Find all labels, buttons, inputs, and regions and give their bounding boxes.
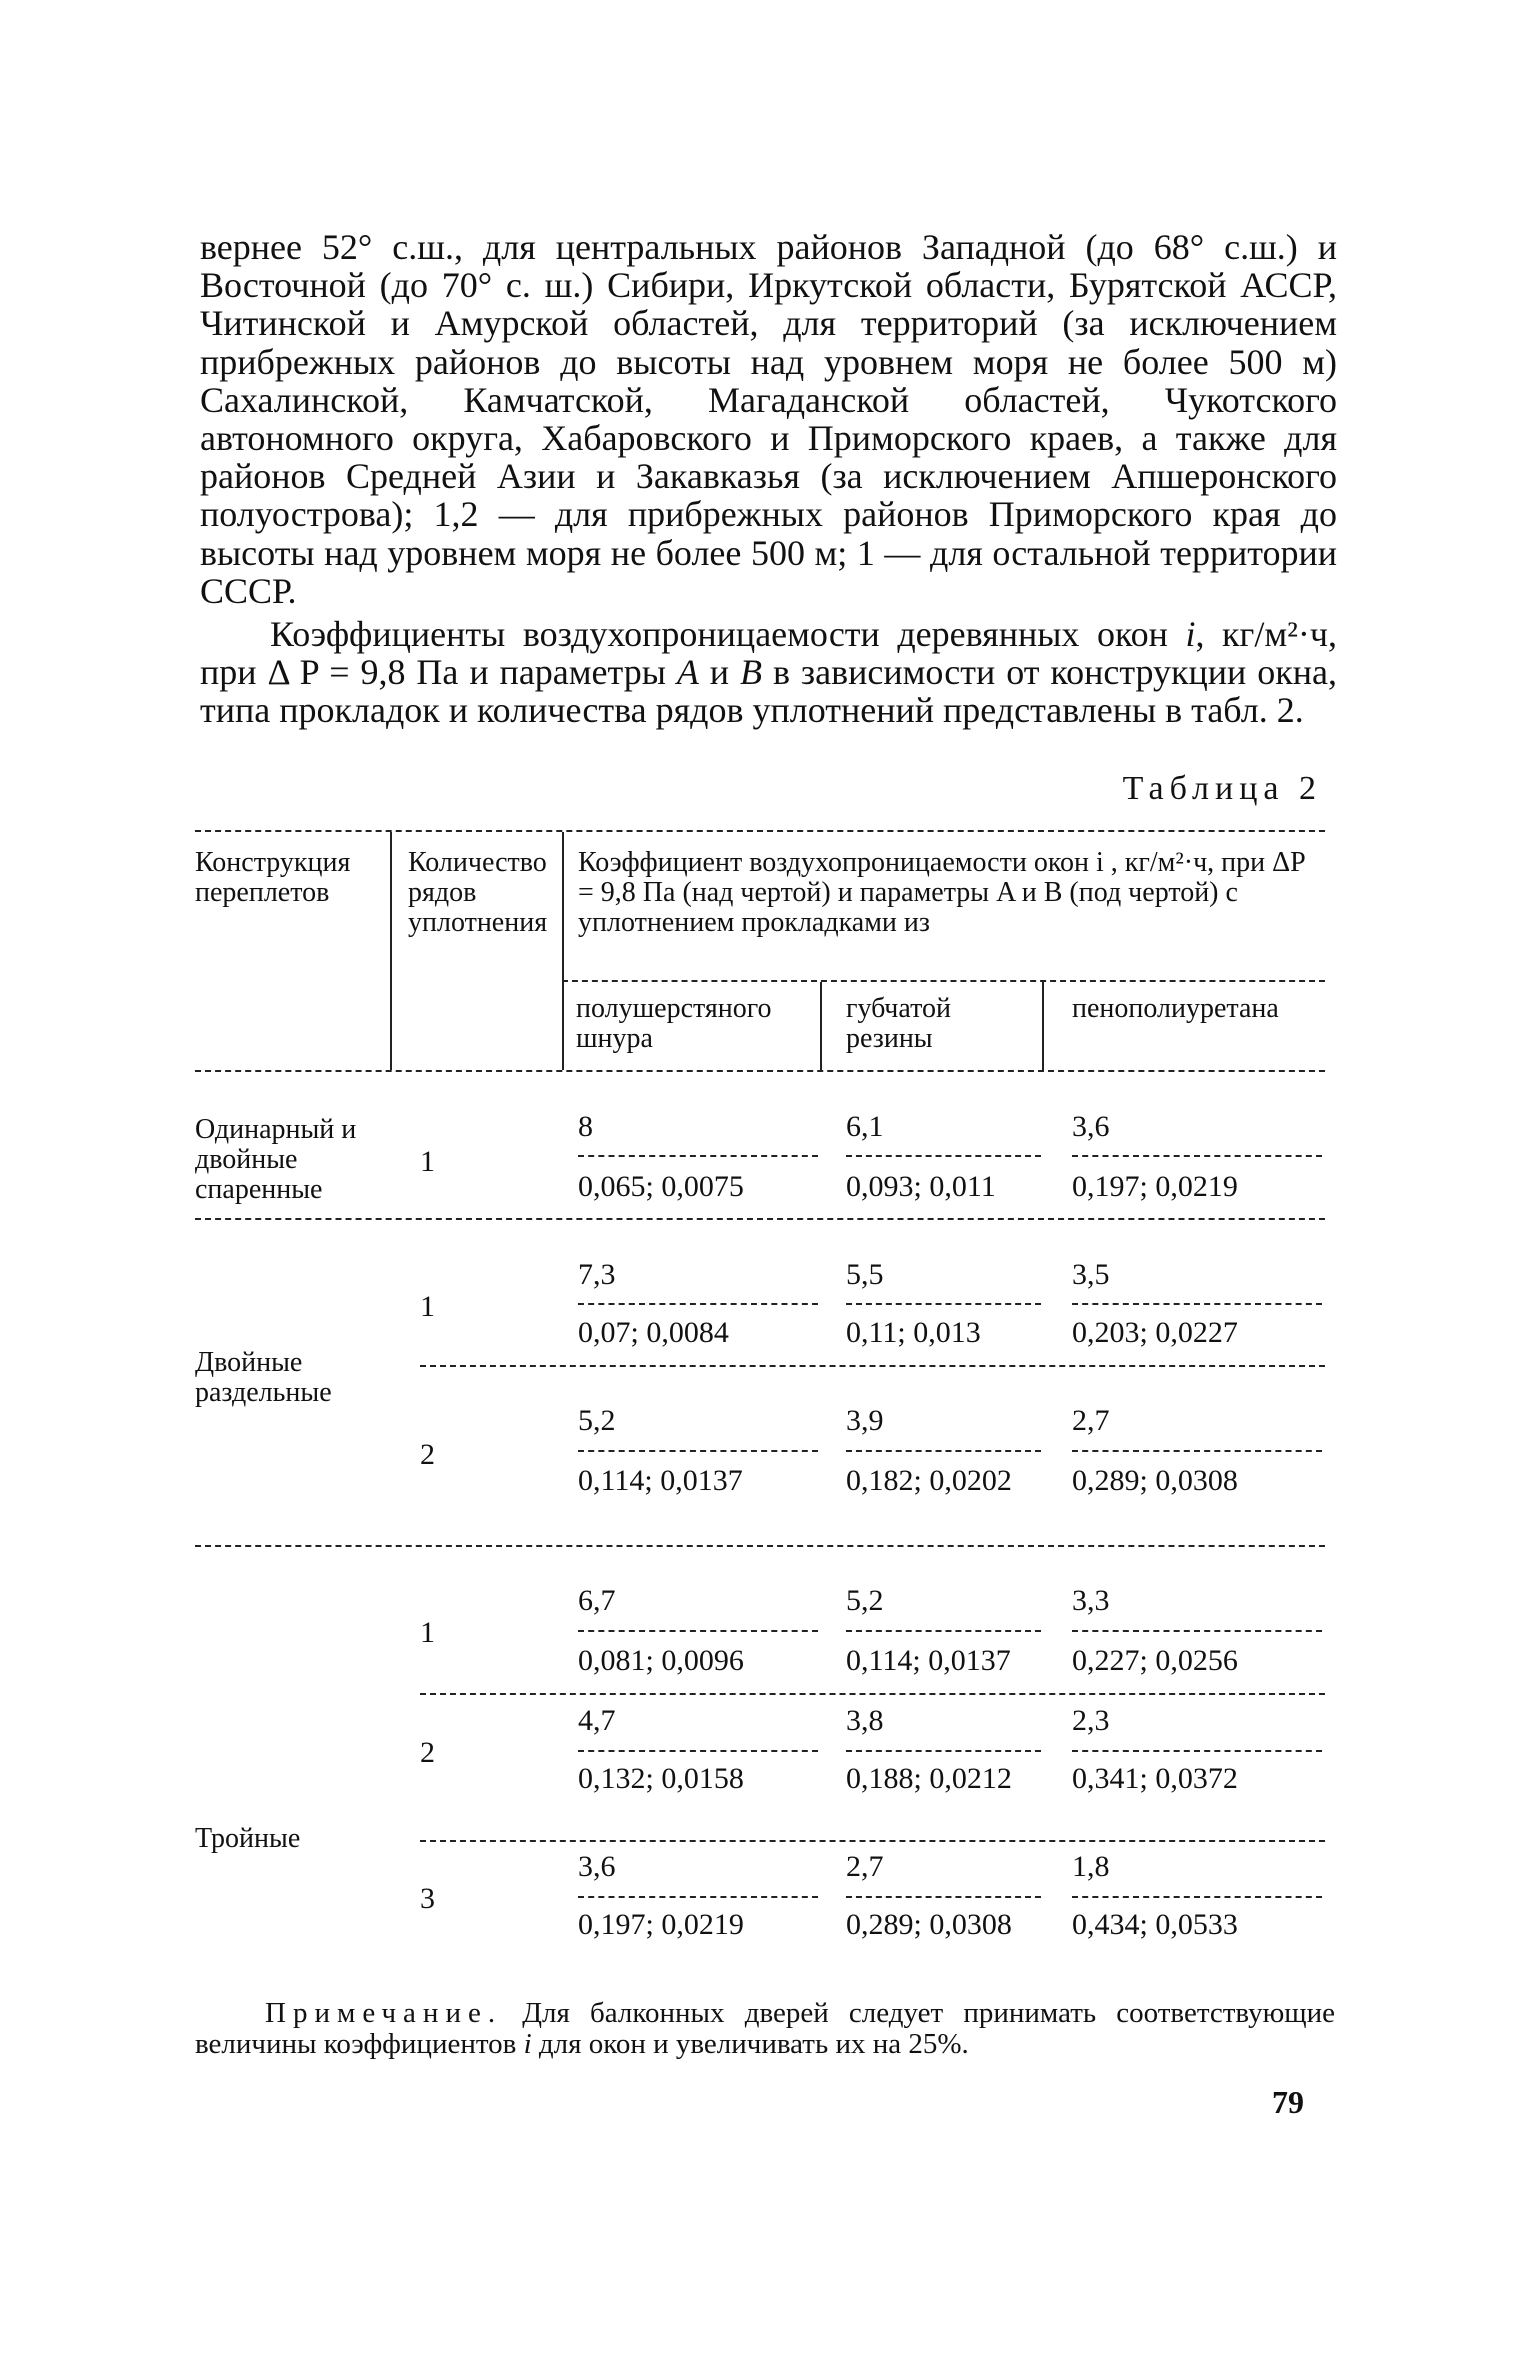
fraction-line bbox=[846, 1630, 1041, 1632]
coef-semiwool: 5,2 bbox=[578, 1404, 616, 1437]
page-number: 79 bbox=[1272, 2084, 1304, 2120]
fraction-line bbox=[846, 1450, 1041, 1452]
params-semiwool: 0,114; 0,0137 bbox=[578, 1464, 743, 1497]
note-text-b: для окон и увеличивать их на 25%. bbox=[531, 2028, 969, 2060]
fraction-line bbox=[578, 1630, 818, 1632]
paragraph-2-text-b: , кг/м²·ч, при Δ P = 9,8 Па и параметры bbox=[200, 614, 1337, 693]
header-coefficient: Коэффициент воздухопроницаемости окон i , кг/м²·ч, при ΔP = 9,8 Па (над чертой) и параметры A и B (под чертой) с уплотнением прокладками из bbox=[578, 847, 1305, 938]
params-foam: 0,203; 0,0227 bbox=[1072, 1316, 1238, 1349]
params-foam: 0,197; 0,0219 bbox=[1072, 1170, 1238, 1203]
table-top-rule bbox=[195, 830, 1325, 832]
coef-foam: 3,5 bbox=[1072, 1258, 1110, 1291]
fraction-line bbox=[1072, 1303, 1322, 1305]
coef-foam: 2,3 bbox=[1072, 1704, 1110, 1737]
header-semiwool-cord: полушерстяного шнура bbox=[576, 993, 772, 1054]
fraction-line bbox=[578, 1303, 818, 1305]
paragraph-1 bbox=[200, 228, 1337, 610]
rows-count: 1 bbox=[420, 1290, 435, 1323]
fraction-line bbox=[578, 1750, 818, 1752]
coef-rubber: 3,9 bbox=[846, 1404, 884, 1437]
fraction-line bbox=[846, 1155, 1041, 1157]
coef-foam: 2,7 bbox=[1072, 1404, 1110, 1437]
params-semiwool: 0,197; 0,0219 bbox=[578, 1908, 744, 1941]
row-separator bbox=[420, 1840, 1325, 1842]
table-vline-1 bbox=[390, 832, 392, 1070]
header-bottom-rule bbox=[195, 1070, 1325, 1072]
params-rubber: 0,289; 0,0308 bbox=[846, 1908, 1012, 1941]
fraction-line bbox=[1072, 1750, 1322, 1752]
coef-foam: 3,6 bbox=[1072, 1110, 1110, 1143]
paragraph-1-text: вернее 52° с.ш., для центральных районов Западной (до 68° с.ш.) и Восточной (до 70° с. ш.) Сибири, Иркутской области, Бурятской АССР, Читинской и Амурской областей, для территорий (за исключением прибрежных районов до высоты над уровнем моря не более 500 м) Сахалинской, Камчатской, Магаданской областей, Чукотского автономного округа, Хабаровского и Приморского краев, а также для районов Средней Азии и Закавказья (за исключением Апшеронского полуострова); 1,2 — для прибрежных районов Приморского края до высоты над уровнем моря не более 500 м; 1 — для остальной территории СССР. bbox=[200, 227, 1337, 611]
fraction-line bbox=[846, 1303, 1041, 1305]
group-separator bbox=[195, 1218, 1325, 1220]
table-vline-2 bbox=[562, 832, 564, 1070]
params-semiwool: 0,132; 0,0158 bbox=[578, 1762, 744, 1795]
fraction-line bbox=[846, 1896, 1041, 1898]
note-label: Примечание. bbox=[265, 1997, 503, 2029]
row-separator bbox=[420, 1365, 1325, 1367]
rows-count: 3 bbox=[420, 1882, 435, 1915]
table-note bbox=[195, 1998, 1335, 2060]
symbol-B: B bbox=[740, 652, 763, 693]
coef-rubber: 6,1 bbox=[846, 1110, 884, 1143]
header-sponge-rubber: губчатой резины bbox=[846, 993, 951, 1054]
group-name-double-separate: Двойные раздельные bbox=[195, 1347, 332, 1408]
symbol-i: i bbox=[1185, 614, 1196, 654]
params-semiwool: 0,081; 0,0096 bbox=[578, 1644, 744, 1677]
coef-semiwool: 7,3 bbox=[578, 1258, 616, 1291]
coef-rubber: 5,2 bbox=[846, 1584, 884, 1617]
rows-count: 2 bbox=[420, 1736, 435, 1769]
params-rubber: 0,093; 0,011 bbox=[846, 1170, 996, 1203]
params-foam: 0,227; 0,0256 bbox=[1072, 1644, 1238, 1677]
paragraph-2-text-c: и bbox=[698, 652, 741, 693]
rows-count: 1 bbox=[420, 1616, 435, 1649]
params-semiwool: 0,065; 0,0075 bbox=[578, 1170, 744, 1203]
coef-rubber: 3,8 bbox=[846, 1704, 884, 1737]
params-rubber: 0,182; 0,0202 bbox=[846, 1464, 1012, 1497]
fraction-line bbox=[1072, 1450, 1322, 1452]
header-rows-count: Количество рядов уплотнения bbox=[408, 847, 548, 938]
row-separator bbox=[420, 1693, 1325, 1695]
paragraph-2-text-a: Коэффициенты воздухопроницаемости деревянных окон bbox=[270, 614, 1186, 654]
coef-foam: 3,3 bbox=[1072, 1584, 1110, 1617]
paragraph-2 bbox=[200, 615, 1337, 730]
fraction-line bbox=[846, 1750, 1041, 1752]
group-separator bbox=[195, 1545, 1325, 1547]
group-name-triple: Тройные bbox=[195, 1823, 301, 1854]
table-caption: Таблица 2 bbox=[1122, 770, 1322, 807]
params-foam: 0,289; 0,0308 bbox=[1072, 1464, 1238, 1497]
coef-rubber: 5,5 bbox=[846, 1258, 884, 1291]
coef-semiwool: 3,6 bbox=[578, 1850, 616, 1883]
symbol-A: A bbox=[676, 652, 699, 693]
coef-rubber: 2,7 bbox=[846, 1850, 884, 1883]
table-vline-3 bbox=[820, 982, 822, 1070]
params-foam: 0,434; 0,0533 bbox=[1072, 1908, 1238, 1941]
params-rubber: 0,11; 0,013 bbox=[846, 1316, 981, 1349]
note-symbol-i: i bbox=[523, 2028, 532, 2060]
group-name-single-double-paired: Одинарный и двойные спаренные bbox=[195, 1114, 357, 1205]
fraction-line bbox=[1072, 1155, 1322, 1157]
fraction-line bbox=[1072, 1630, 1322, 1632]
header-construction: Конструкция переплетов bbox=[195, 847, 351, 908]
fraction-line bbox=[578, 1896, 818, 1898]
params-rubber: 0,114; 0,0137 bbox=[846, 1644, 1011, 1677]
coef-semiwool: 8 bbox=[578, 1110, 593, 1143]
coef-semiwool: 4,7 bbox=[578, 1704, 616, 1737]
params-foam: 0,341; 0,0372 bbox=[1072, 1762, 1238, 1795]
rows-count: 1 bbox=[420, 1145, 435, 1178]
note-text-a: Для балконных дверей следует принимать соответствующие величины коэффициентов bbox=[195, 1997, 1335, 2060]
fraction-line bbox=[578, 1450, 818, 1452]
header-polyurethane-foam: пенополиуретана bbox=[1072, 993, 1279, 1024]
coef-semiwool: 6,7 bbox=[578, 1584, 616, 1617]
rows-count: 2 bbox=[420, 1438, 435, 1471]
params-rubber: 0,188; 0,0212 bbox=[846, 1762, 1012, 1795]
params-semiwool: 0,07; 0,0084 bbox=[578, 1316, 729, 1349]
table-vline-4 bbox=[1042, 982, 1044, 1070]
paragraph-2-text-d: в зависимости от конструкции окна, типа прокладок и количества рядов уплотнений представлены в табл. 2. bbox=[200, 652, 1337, 731]
fraction-line bbox=[578, 1155, 818, 1157]
fraction-line bbox=[1072, 1896, 1322, 1898]
coef-foam: 1,8 bbox=[1072, 1850, 1110, 1883]
subheader-rule bbox=[562, 980, 1325, 982]
